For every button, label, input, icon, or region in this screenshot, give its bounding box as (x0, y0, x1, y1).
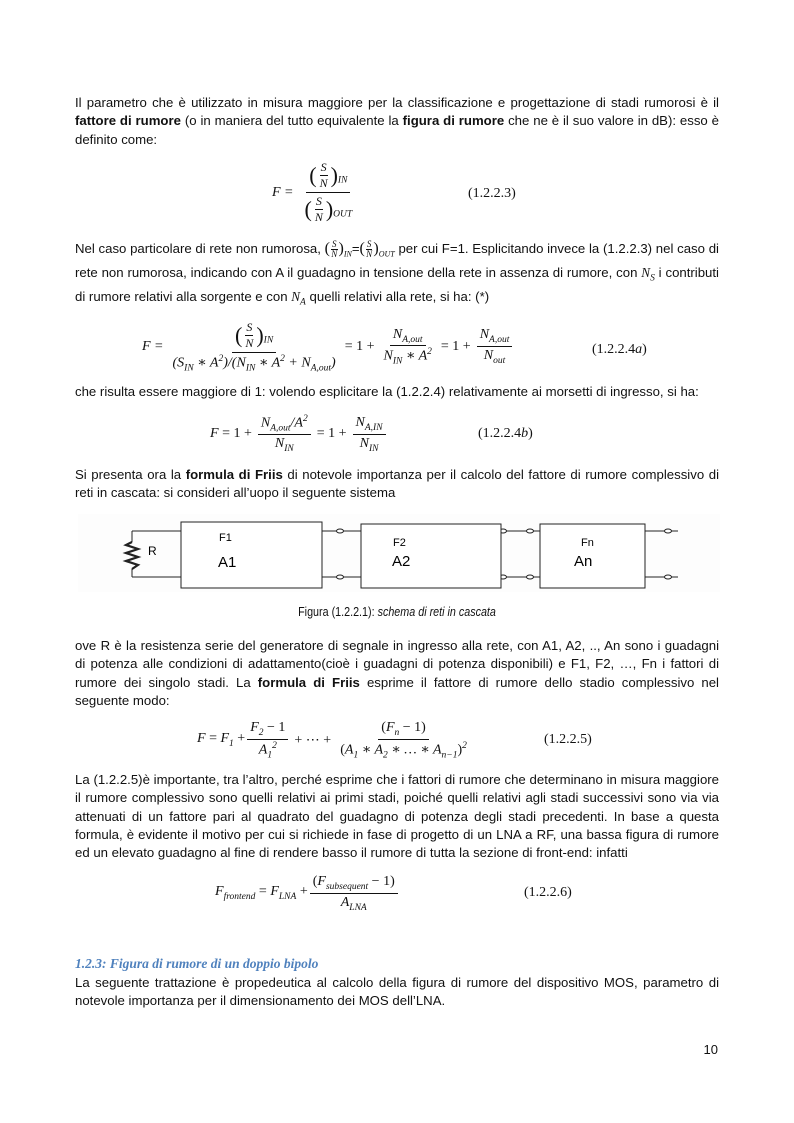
block-stage-n (540, 524, 645, 588)
term-formula-di-friis: formula di Friis (185, 467, 283, 482)
paragraph-noise-factor-intro: Il parametro che è utilizzato in misura maggiore per la classificazione e progettazione di stadi rumorosi è il fattore di rumore (o in maniera del tutto equivalente la figura di rumore che ne è il suo valore in dB): esso è definito come: (75, 95, 719, 147)
term-figura-di-rumore: figura di rumore (402, 113, 505, 129)
paragraph-friis-intro: Si presenta ora la formula di Friis di notevole importanza per il calcolo del fattore di rumore complessivo di reti in cascata: si consideri all’uopo il seguente sistema (75, 467, 720, 501)
terminal-icon (665, 575, 672, 579)
equation-1-2-2-4b: F = 1 + $\frac{N_{A,out}/A^2}{N_{IN}}$ = 1 + $\frac{N_{A,IN}}{N_{IN}}$ (210, 414, 388, 454)
block-noise-factor: F2 (393, 537, 406, 549)
paragraph-section-intro: La seguente trattazione è propedeutica al calcolo della figura di rumore del dispositivo MOS, parametro di notevole importanza per il dimensionamento dei MOS dell’LNA. (75, 975, 719, 1009)
terminal-icon (665, 529, 672, 533)
term-formula-di-friis: formula di Friis (257, 674, 360, 690)
paragraph-friis-definitions: ove R è la resistenza serie del generatore di segnale in ingresso alla rete, con A1, A2, .., An sono i guadagni di potenza alle condizioni di adattamento(cioè i guadagni di potenza disponibili) e F1, F2, …, Fn i fattori di rumore dei singolo stadi. La formula di Friis esprime il fattore di rumore dello stadio complessivo nel seguente modo: (75, 638, 719, 708)
section-heading: 1.2.3: Figura di rumore di un doppio bipolo (75, 956, 319, 971)
block-gain: A1 (218, 554, 237, 571)
equation-1-2-2-3: F = ( $\frac{S}{N}$ )$_{IN}$ ( $\frac{S}{N}$ )$_{OUT}$ (272, 160, 353, 224)
equation-number: (1.2.2.5) (544, 732, 592, 747)
block-gain: An (574, 553, 593, 570)
block-gain: A2 (392, 553, 411, 570)
equation-1-2-2-5: $F = F_1$ + $\frac{F_2 - 1}{A_1^2}$ + ⋯ + $\frac{(F_n - 1)}{(A_1 ∗ A_2 ∗ \dots ∗ A_{n-1})^2}$ (197, 720, 467, 761)
paragraph-friis-discussion: La (1.2.2.5)è importante, tra l’altro, perché esprime che i fattori di rumore che determinano in misura maggiore il rumore complessivo sono quelli relativi ai primi stadi, poiché quelli relativi agli stadi successivi sono via via attenuati di un fattore pari al quadrato del guadagno di potenza degli stadi precedenti. In base a questa formula, è evidente il motivo per cui si richiede in fase di progetto di un LNA a RF, una bassa figura di rumore ed un elevato guadagno al fine di rendere basso il rumore di tutta la sezione di front-end: infatti (75, 772, 719, 861)
resistor-label: R (148, 544, 157, 558)
block-stage-2 (361, 524, 501, 588)
equation-number: (1.2.2.6) (524, 885, 572, 900)
terminal-icon (527, 529, 534, 533)
figure-caption: Figura (1.2.2.1): schema di reti in cascata (298, 605, 496, 619)
block-noise-factor: F1 (219, 532, 232, 544)
equation-number: (1.2.2.4a) (592, 342, 647, 357)
term-fattore-di-rumore: fattore di rumore (75, 113, 181, 129)
terminal-icon (527, 575, 534, 579)
paragraph-input-terminals: che risulta essere maggiore di 1: volendo esplicitare la (1.2.2.4) relativamente ai morsetti di ingresso, si ha: (75, 384, 699, 399)
cascade-networks-diagram (78, 514, 720, 592)
page-number: 10 (703, 1042, 718, 1057)
block-stage-1 (181, 522, 322, 588)
paragraph-noiseless-network: Nel caso particolare di rete non rumorosa, ( $\frac{S}{N}$ )$_{IN}=$( $\frac{S}{N}$ )$_{OUT}$ per cui F=1. Esplicitando invece la (1.2.2.3) nel caso di rete non rumorosa, indicando con A il guadagno in tensione della rete in assenza di rumore, con $N_S$ i contributi di rumore relativi alla sorgente e con $N_A$ quelli relativi alla rete, si ha: (*) (75, 239, 719, 308)
equation-1-2-2-6: $F_{frontend} = F_{LNA}$ + $\frac{(F_{subsequent} - 1)}{A_{LNA}}$ (215, 874, 400, 913)
block-noise-factor: Fn (581, 537, 594, 549)
terminal-icon (337, 575, 344, 579)
inline-snr-equality: ( $\frac{S}{N}$ )$_{IN}=$( $\frac{S}{N}$ )$_{OUT}$ (324, 239, 395, 260)
terminal-icon (337, 529, 344, 533)
equation-number: (1.2.2.4b) (478, 426, 533, 441)
equation-1-2-2-4a: F = ( $\frac{S}{N}$ )$_{IN}$ ($S_{IN}$ ∗ $A^2)/(N_{IN}$ ∗ $A^2 + N_{A,out}$) = 1 + $\frac{N_{A,out}}{N_{IN} ∗ A^2}$ = 1 + $\frac{N_{A,out}}{N_{out}}$ (142, 320, 514, 373)
equation-number: (1.2.2.3) (468, 186, 516, 201)
